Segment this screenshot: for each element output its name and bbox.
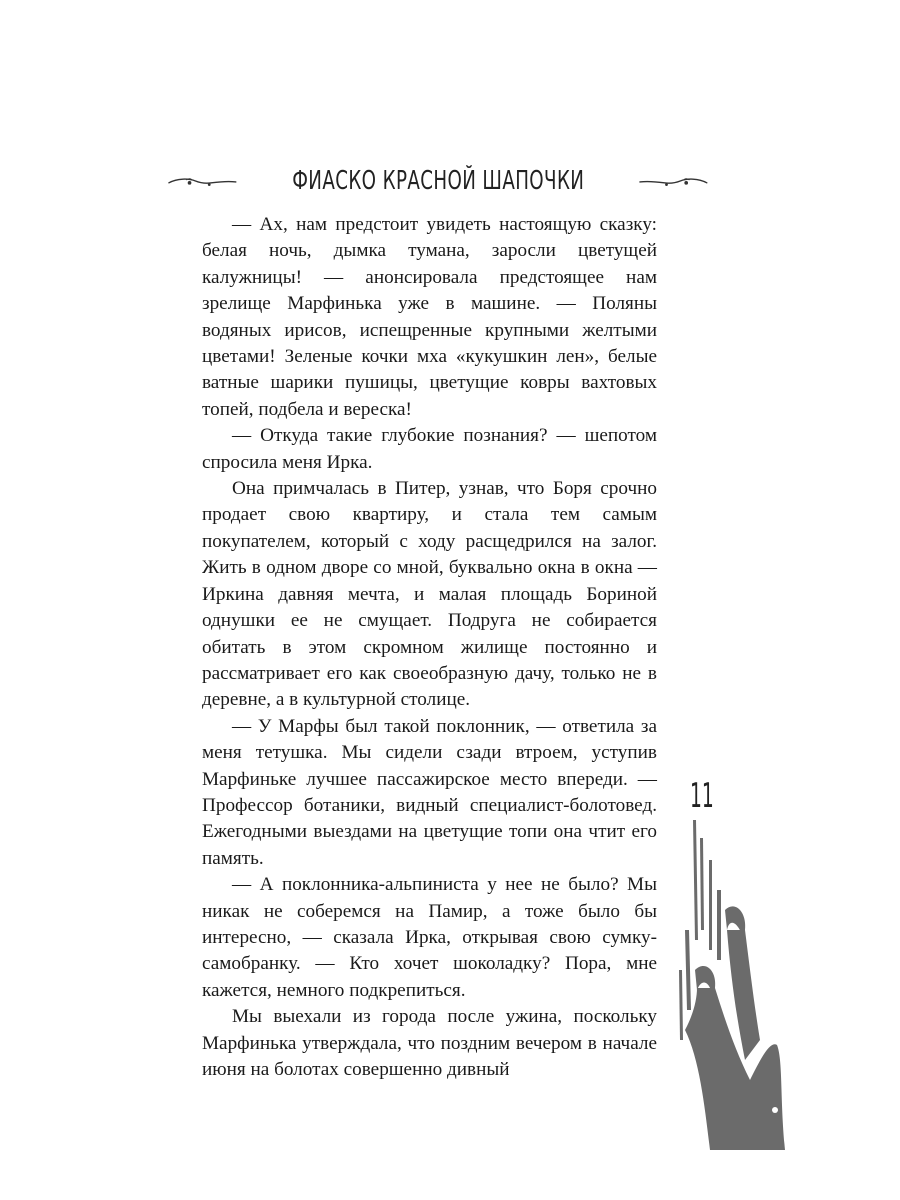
paragraph: — Откуда такие глубокие познания? — шепотом спросила меня Ирка. <box>202 425 657 473</box>
body-text <box>202 212 657 1083</box>
paragraph: Мы выехали из города после ужина, поскольку Марфинька утверждала, что поздним вечером в начале июня на болотах совершенно дивный <box>202 1006 657 1080</box>
paragraph: Она примчалась в Питер, узнав, что Боря срочно продает свою квартиру, и стала тем самым покупателем, который с ходу расщедрился на залог. Жить в одном дворе со мной, буквально окна в окна — Иркина давняя мечта, и малая площадь Бориной однушки ее не смущает. Подруга не собирается обитать в этом скромном жилище постоянно и рассматривает его как своеобразную дачу, только не в деревне, а в культурной столице. <box>202 478 657 711</box>
paragraph: — А поклонника-альпиниста у нее не было? Мы никак не соберемся на Памир, а тоже было бы интересно, — сказала Ирка, открывая свою сумку-самобранку. — Кто хочет шоколадку? Пора, мне кажется, немного подкрепиться. <box>202 874 657 1001</box>
running-header <box>168 163 708 199</box>
left-flourish-icon <box>168 169 237 193</box>
page-number: 11 <box>690 776 714 816</box>
page-title: ФИАСКО КРАСНОЙ ШАПОЧКИ <box>291 166 585 196</box>
right-flourish-icon <box>639 169 708 193</box>
paragraph: — У Марфы был такой поклонник, — ответила за меня тетушка. Мы сидели сзади втроем, уступив Марфиньке лучшее пассажирское место впереди. — Профессор ботаники, видный специалист-болотовед. Ежегодными выездами на цветущие топи она чтит его память. <box>202 715 657 869</box>
claw-scratch-decoration-icon <box>665 820 785 1150</box>
paragraph: — Ах, нам предстоит увидеть настоящую сказку: белая ночь, дымка тумана, заросли цветущей калужницы! — анонсировала предстоящее нам зрелище Марфинька уже в машине. — Поляны водяных ирисов, испещренные крупными желтыми цветами! Зеленые кочки мха «кукушкин лен», белые ватные шарики пушицы, цветущие ковры вахтовых топей, подбела и вереска! <box>202 214 657 420</box>
